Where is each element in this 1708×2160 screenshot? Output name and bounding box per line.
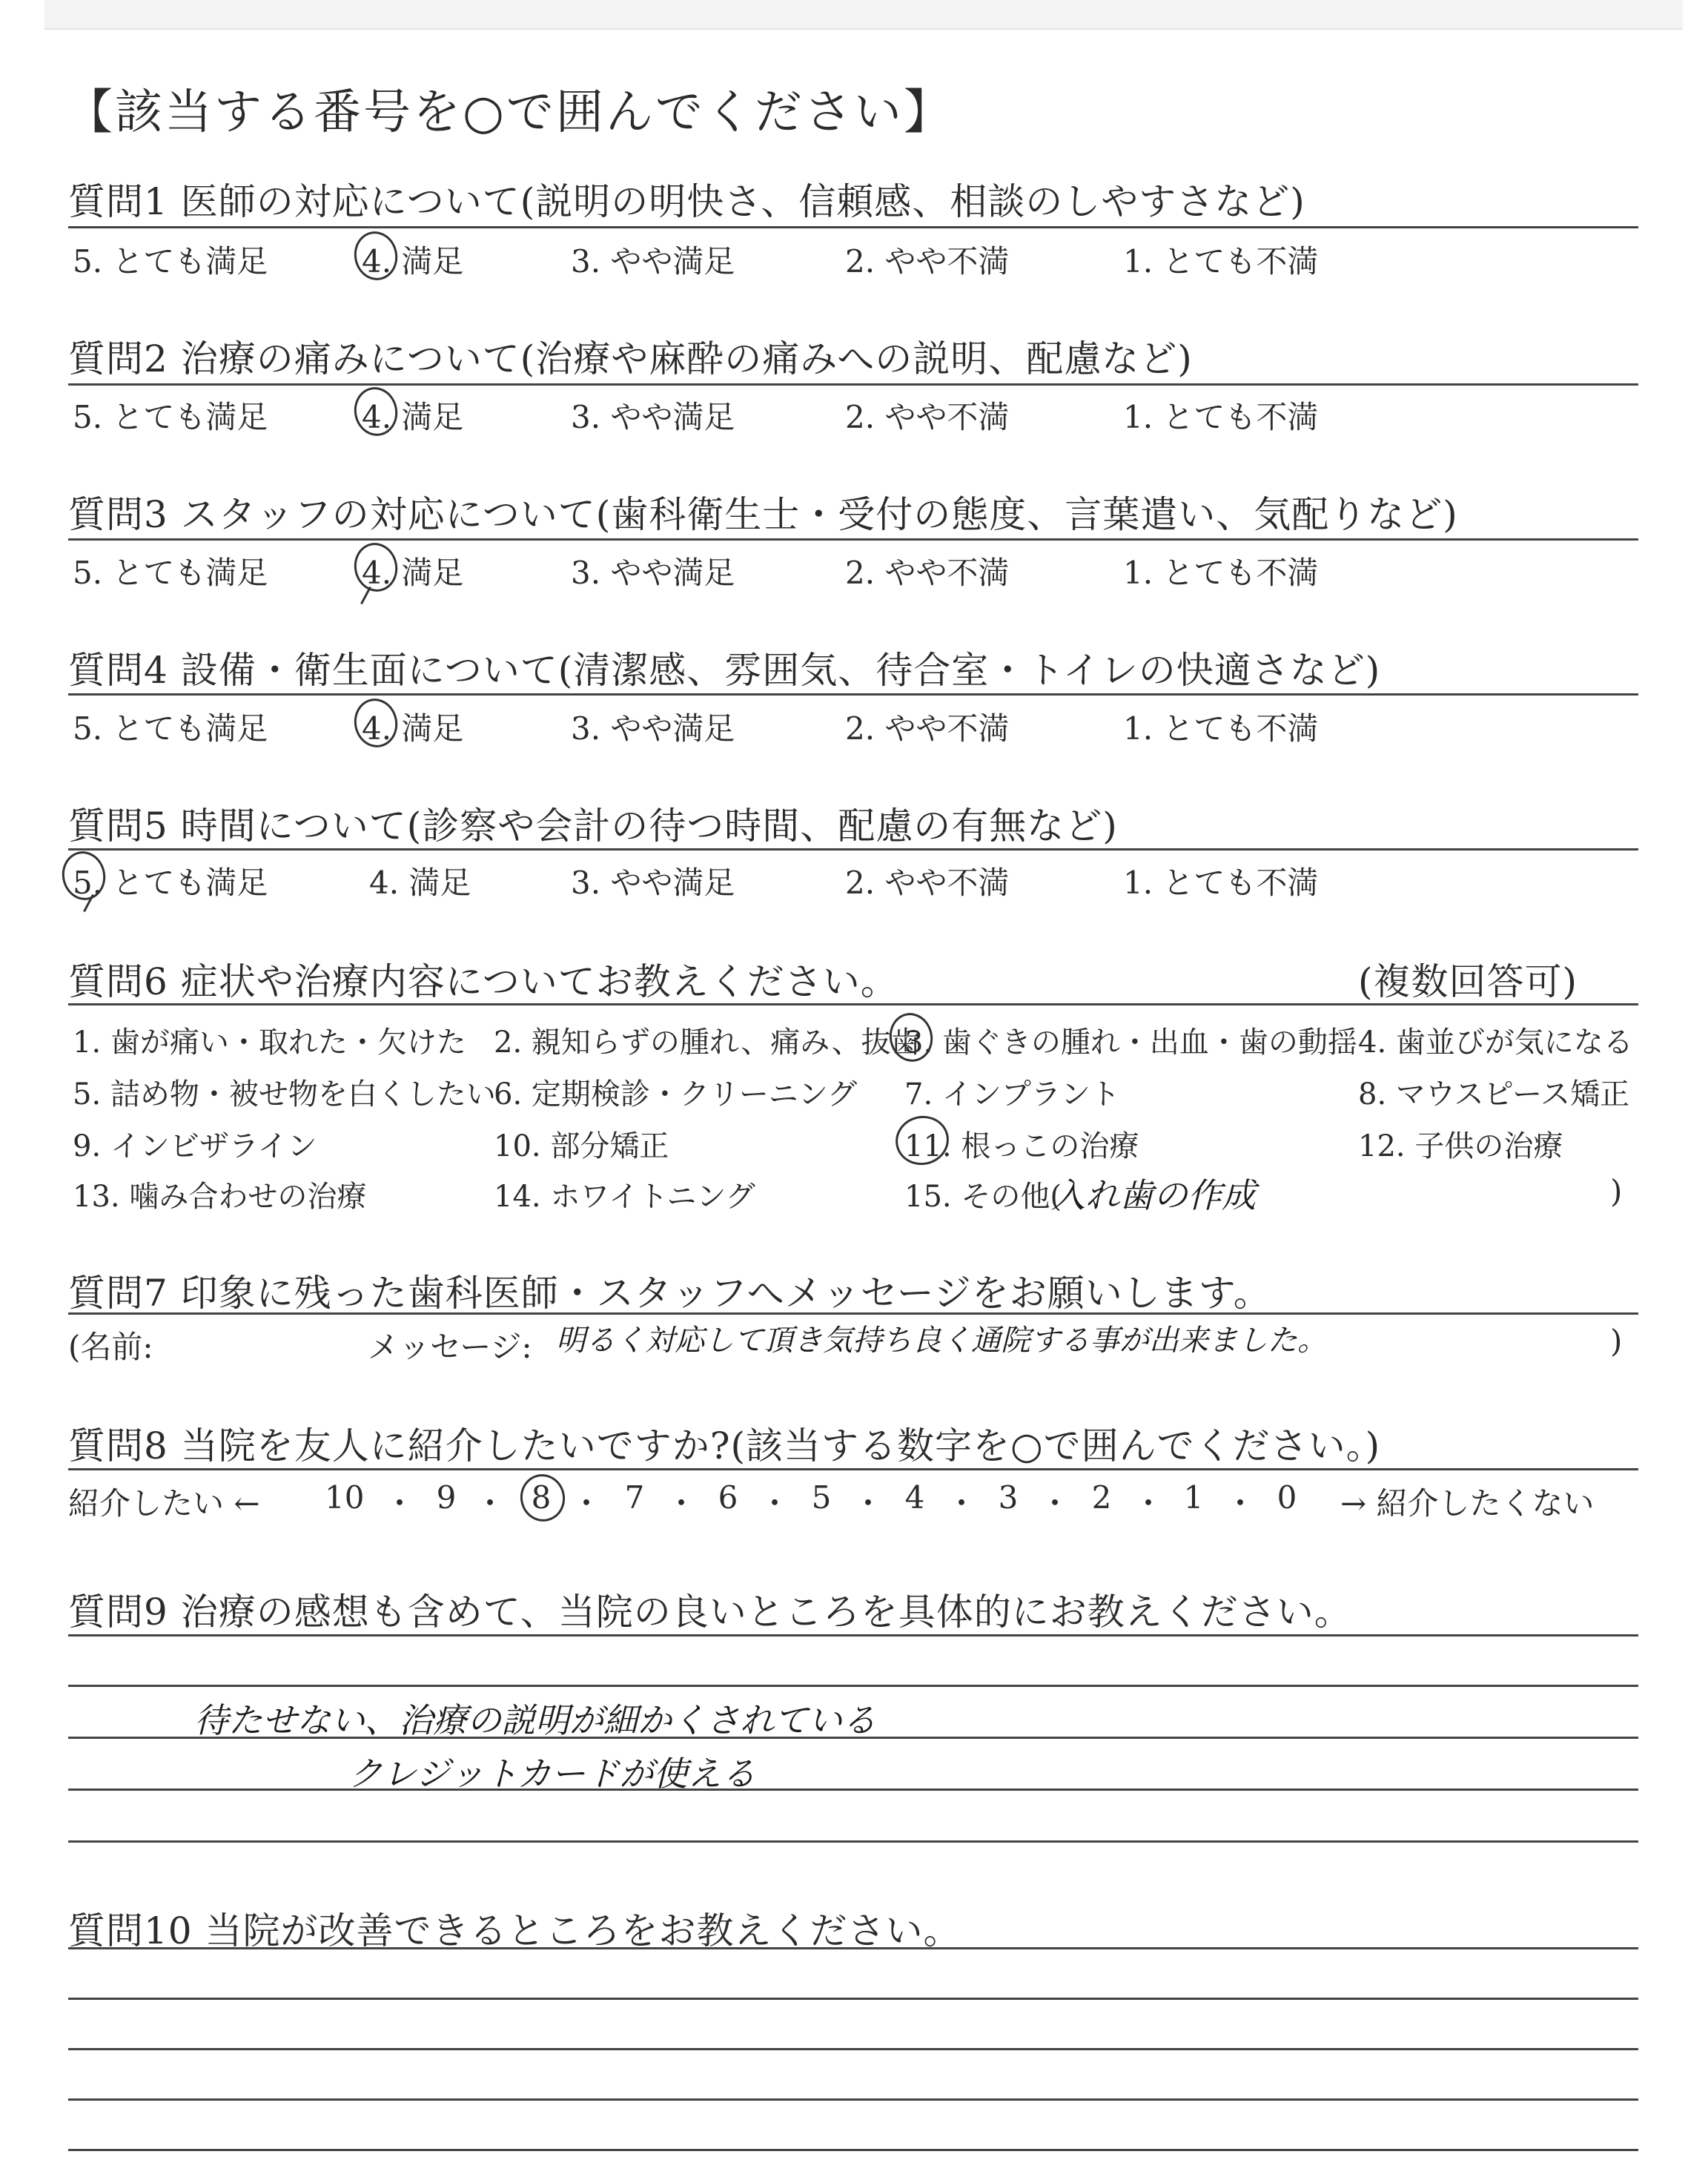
question-4-title: 質問4 設備・衛生面について(清潔感、雰囲気、待合室・トイレの快適さなど) bbox=[68, 649, 1381, 692]
question-6-note: (複数回答可) bbox=[1358, 960, 1578, 1003]
instruction-header: 【該当する番号を○で囲んでください】 bbox=[65, 85, 953, 140]
q10-answer-line-4 bbox=[68, 2149, 1638, 2151]
q8-left-label: 紹介したい ← bbox=[68, 1485, 260, 1522]
q8-scale-1[interactable]: 1 bbox=[1183, 1479, 1204, 1516]
question-6-title: 質問6 症状や治療内容についてお教えください。 bbox=[68, 960, 898, 1003]
q7-name-label: (名前: bbox=[68, 1329, 153, 1365]
scan-top-edge bbox=[44, 0, 1683, 30]
q7-message-label: メッセージ: bbox=[368, 1329, 532, 1365]
q1-option-4[interactable]: 4. 満足 bbox=[362, 243, 464, 280]
q8-dot: ・ bbox=[853, 1485, 884, 1522]
q8-scale-0[interactable]: 0 bbox=[1277, 1479, 1297, 1516]
q8-dot: ・ bbox=[759, 1485, 791, 1522]
q9-answer-line-1 bbox=[68, 1685, 1638, 1687]
q7-close: ) bbox=[1610, 1323, 1623, 1359]
q6-option-6[interactable]: 6. 定期検診・クリーニング bbox=[494, 1077, 858, 1112]
question-5-title: 質問5 時間について(診察や会計の待つ時間、配慮の有無など) bbox=[68, 805, 1118, 848]
q6-option-1[interactable]: 1. 歯が痛い・取れた・欠けた bbox=[73, 1025, 466, 1060]
q8-scale-3[interactable]: 3 bbox=[998, 1479, 1019, 1516]
question-10-title: 質問10 当院が改善できるところをお教えください。 bbox=[68, 1909, 961, 1952]
q6-option-3[interactable]: 3. 歯ぐきの腫れ・出血・歯の動揺 bbox=[904, 1025, 1357, 1060]
q8-scale-9[interactable]: 9 bbox=[436, 1479, 457, 1516]
q6-option-8[interactable]: 8. マウスピース矯正 bbox=[1358, 1077, 1630, 1112]
question-2-rule bbox=[68, 383, 1638, 386]
q8-dot: ・ bbox=[1039, 1485, 1071, 1522]
q6-option-9[interactable]: 9. インビザライン bbox=[73, 1129, 317, 1163]
q2-option-2[interactable]: 2. やや不満 bbox=[845, 399, 1010, 435]
q8-scale-5[interactable]: 5 bbox=[811, 1479, 832, 1516]
q4-option-5[interactable]: 5. とても満足 bbox=[73, 710, 268, 747]
question-2-title: 質問2 治療の痛みについて(治療や麻酔の痛みへの説明、配慮など) bbox=[68, 337, 1193, 380]
q6-option-2[interactable]: 2. 親知らずの腫れ、痛み、抜歯 bbox=[494, 1025, 921, 1060]
question-8-rule bbox=[68, 1468, 1638, 1470]
q8-dot: ・ bbox=[1133, 1485, 1165, 1522]
q5-option-2[interactable]: 2. やや不満 bbox=[845, 865, 1010, 901]
q6-option-15[interactable]: 15. その他( bbox=[904, 1180, 1062, 1214]
q9-answer-handwritten-1[interactable]: 待たせない、治療の説明が細かくされている bbox=[194, 1700, 876, 1740]
q10-answer-line-3 bbox=[68, 2098, 1638, 2101]
question-6-rule bbox=[68, 1003, 1638, 1005]
q8-dot: ・ bbox=[1225, 1485, 1257, 1522]
question-1-title: 質問1 医師の対応について(説明の明快さ、信頼感、相談のしやすさなど) bbox=[68, 180, 1305, 223]
q8-scale-7[interactable]: 7 bbox=[624, 1479, 645, 1516]
q9-answer-line-3 bbox=[68, 1789, 1638, 1791]
q6-other-handwritten[interactable]: 入れ歯の作成 bbox=[1051, 1175, 1256, 1215]
q10-answer-line-1 bbox=[68, 1998, 1638, 2000]
q9-answer-handwritten-2[interactable]: クレジットカードが使える bbox=[348, 1754, 756, 1794]
q8-selection-circle bbox=[516, 1470, 569, 1525]
question-9-rule bbox=[68, 1634, 1638, 1636]
q5-option-5[interactable]: 5. とても満足 bbox=[73, 865, 268, 901]
q8-dot: ・ bbox=[384, 1485, 416, 1522]
q6-option-10[interactable]: 10. 部分矯正 bbox=[494, 1129, 669, 1163]
q8-right-label: → 紹介したくない bbox=[1340, 1485, 1595, 1522]
question-7-title: 質問7 印象に残った歯科医師・スタッフへメッセージをお願いします。 bbox=[68, 1272, 1271, 1315]
q8-dot: ・ bbox=[666, 1485, 698, 1522]
q8-scale-8[interactable]: 8 bbox=[531, 1479, 552, 1516]
q8-scale-10[interactable]: 10 bbox=[325, 1479, 365, 1516]
question-8-title: 質問8 当院を友人に紹介したいですか?(該当する数字を○で囲んでください。) bbox=[68, 1424, 1381, 1467]
q9-answer-line-4 bbox=[68, 1840, 1638, 1843]
q6-option-4[interactable]: 4. 歯並びが気になる bbox=[1358, 1025, 1633, 1060]
q6-option-7[interactable]: 7. インプラント bbox=[904, 1077, 1120, 1112]
q2-option-5[interactable]: 5. とても満足 bbox=[73, 399, 268, 435]
q3-option-5[interactable]: 5. とても満足 bbox=[73, 555, 268, 591]
q8-dot: ・ bbox=[474, 1485, 506, 1522]
q8-dot: ・ bbox=[571, 1485, 603, 1522]
q7-message-handwritten[interactable]: 明るく対応して頂き気持ち良く通院する事が出来ました。 bbox=[556, 1324, 1327, 1358]
q8-scale-6[interactable]: 6 bbox=[718, 1479, 738, 1516]
q5-option-4[interactable]: 4. 満足 bbox=[369, 865, 471, 901]
q4-option-4[interactable]: 4. 満足 bbox=[362, 710, 464, 747]
q3-option-1[interactable]: 1. とても不満 bbox=[1123, 555, 1319, 591]
q8-scale-2[interactable]: 2 bbox=[1091, 1479, 1112, 1516]
q2-option-3[interactable]: 3. やや満足 bbox=[571, 399, 735, 435]
question-9-title: 質問9 治療の感想も含めて、当院の良いところを具体的にお教えください。 bbox=[68, 1591, 1352, 1634]
q1-option-2[interactable]: 2. やや不満 bbox=[845, 243, 1010, 280]
q6-option-11[interactable]: 11. 根っこの治療 bbox=[904, 1129, 1139, 1163]
q8-scale-4[interactable]: 4 bbox=[904, 1479, 925, 1516]
q4-option-1[interactable]: 1. とても不満 bbox=[1123, 710, 1319, 747]
q5-option-1[interactable]: 1. とても不満 bbox=[1123, 865, 1319, 901]
q10-answer-line-2 bbox=[68, 2048, 1638, 2050]
question-7-rule bbox=[68, 1312, 1638, 1315]
q2-option-1[interactable]: 1. とても不満 bbox=[1123, 399, 1319, 435]
q6-option-13[interactable]: 13. 噛み合わせの治療 bbox=[73, 1180, 367, 1214]
q1-option-3[interactable]: 3. やや満足 bbox=[571, 243, 735, 280]
q6-option-5[interactable]: 5. 詰め物・被せ物を白くしたい bbox=[73, 1077, 496, 1112]
q6-option-12[interactable]: 12. 子供の治療 bbox=[1358, 1129, 1563, 1163]
question-3-rule bbox=[68, 538, 1638, 541]
q4-option-3[interactable]: 3. やや満足 bbox=[571, 710, 735, 747]
q3-option-4[interactable]: 4. 満足 bbox=[362, 555, 464, 591]
q6-other-close: ) bbox=[1610, 1173, 1623, 1209]
q3-option-3[interactable]: 3. やや満足 bbox=[571, 555, 735, 591]
q3-option-2[interactable]: 2. やや不満 bbox=[845, 555, 1010, 591]
q1-option-5[interactable]: 5. とても満足 bbox=[73, 243, 268, 280]
question-10-rule bbox=[68, 1947, 1638, 1949]
question-4-rule bbox=[68, 693, 1638, 696]
q2-option-4[interactable]: 4. 満足 bbox=[362, 399, 464, 435]
q4-option-2[interactable]: 2. やや不満 bbox=[845, 710, 1010, 747]
q5-option-3[interactable]: 3. やや満足 bbox=[571, 865, 735, 901]
q1-option-1[interactable]: 1. とても不満 bbox=[1123, 243, 1319, 280]
q6-option-14[interactable]: 14. ホワイトニング bbox=[494, 1180, 755, 1214]
question-1-rule bbox=[68, 226, 1638, 228]
q8-dot: ・ bbox=[946, 1485, 978, 1522]
question-5-rule bbox=[68, 848, 1638, 851]
question-3-title: 質問3 スタッフの対応について(歯科衛生士・受付の態度、言葉遣い、気配りなど) bbox=[68, 493, 1458, 536]
